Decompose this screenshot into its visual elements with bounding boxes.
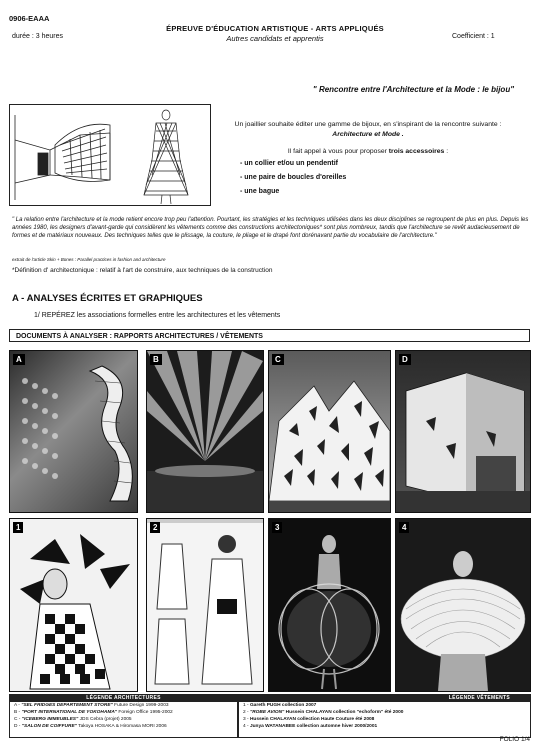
legend-work-title: "SEL FRIDGES DEPARTEMENT STORE" bbox=[21, 703, 113, 708]
photo-a-graphic bbox=[10, 351, 137, 512]
legend-prefix: 2 - bbox=[243, 710, 250, 715]
photo-label: B bbox=[150, 354, 162, 365]
legend-prefix: B - bbox=[14, 710, 22, 715]
legend-vet-line bbox=[239, 716, 530, 723]
photo-a-selfridges bbox=[9, 350, 138, 513]
legend-author: Hussein CHALAYAN collection Haute Couture été 2008 bbox=[249, 717, 375, 722]
photo-3-graphic bbox=[269, 519, 390, 691]
photo-d-graphic bbox=[396, 351, 530, 512]
photo-4-graphic bbox=[396, 519, 530, 691]
legend-author: Junya WATANABEE collection automne hiver 2000/2001 bbox=[249, 724, 378, 729]
photo-1-gareth-pugh bbox=[9, 518, 138, 692]
legend-work-title: "ROBE AVION" bbox=[249, 710, 285, 715]
legend-author: Gareth PUGH collection 2007 bbox=[249, 703, 317, 708]
exam-title-block bbox=[150, 24, 400, 44]
legend-prefix: C - bbox=[14, 717, 22, 722]
photo-label: C bbox=[272, 354, 284, 365]
legend-arch-line bbox=[10, 702, 237, 709]
legend-work-title: "PORT INTERNATIONAL DE YOKOHAMA" bbox=[21, 710, 118, 715]
folio: FOLIO 1/4 bbox=[499, 736, 530, 743]
legend-work-title: "SALON DE COIFFURE" bbox=[21, 724, 77, 729]
photo-label: 3 bbox=[272, 522, 282, 533]
legend-arch-line bbox=[10, 723, 237, 730]
section-a-heading: A - ANALYSES ÉCRITES ET GRAPHIQUES bbox=[12, 293, 203, 304]
photo-d-salon bbox=[395, 350, 531, 513]
duration: durée : 3 heures bbox=[12, 33, 63, 40]
exam-code: 0906-EAAA bbox=[9, 14, 50, 23]
photo-4-watanabe bbox=[395, 518, 531, 692]
question-1: 1/ REPÉREZ les associations formelles entre les architectures et les vêtements bbox=[34, 312, 281, 319]
legend-vet-line bbox=[239, 702, 530, 709]
legend-author: Future Design 1999-2003 bbox=[112, 703, 169, 708]
legend-arch-line bbox=[10, 716, 237, 723]
definition: *Définition d' architectonique : relatif à l'art de construire, aux techniques de la construction bbox=[12, 267, 273, 274]
photo-1-graphic bbox=[10, 519, 137, 691]
legend-prefix: 1 - bbox=[243, 703, 250, 708]
legend-arch-title: LÉGENDE ARCHITECTURES bbox=[10, 695, 237, 702]
photo-label: A bbox=[13, 354, 25, 365]
photo-2-graphic bbox=[147, 519, 263, 691]
illustration-box bbox=[9, 104, 211, 206]
intro-line-3 bbox=[218, 147, 518, 157]
legend-prefix: 3 - bbox=[243, 717, 250, 722]
legend-vetements bbox=[238, 694, 531, 738]
legend-architectures bbox=[9, 694, 238, 738]
legend-prefix: 4 - bbox=[243, 724, 250, 729]
coefficient: Coefficient : 1 bbox=[452, 33, 495, 40]
legend-author: Takoya HOSAKA & Hiromasa MORI 2006 bbox=[76, 724, 167, 729]
legend-arch-line bbox=[10, 709, 237, 716]
legend-vet-title: LÉGENDE VÊTEMENTS bbox=[239, 695, 530, 702]
exam-title: ÉPREUVE D'ÉDUCATION ARTISTIQUE - ARTS APPLIQUÉS bbox=[166, 24, 384, 33]
photo-b-graphic bbox=[147, 351, 263, 512]
photo-3-chalayan bbox=[268, 518, 391, 692]
legend-author: JDS Cebra (projet) 2005 bbox=[78, 717, 132, 722]
quote-source: extrait de l'article Skin + Bones : Parallel practices in fashion and architecture bbox=[12, 257, 166, 262]
legend-prefix: D - bbox=[14, 724, 22, 729]
accessory-item: - une paire de boucles d'oreilles bbox=[240, 174, 347, 181]
quote-paragraph: " La relation entre l'architecture et la mode retient encore trop peu l'attention. Pourtant, les stratégies et les techniques utilisées dans les deux disciplines se regroupent de plus en plus. Depuis les années 1980, les designers d'avant-garde qui considèrent les vêtements comme des constructions architectoniques* sont plus nombreux, tandis que l'architecture se revêt audacieusement de formes et de matériaux nouveaux. Des techniques telles que le plissage, la couture, le pliage et le drapé font dorénavant partie du vocabulaire de l'architecture." bbox=[12, 217, 529, 239]
photo-c-iceberg bbox=[268, 350, 391, 513]
legend-vet-line bbox=[239, 709, 530, 716]
intro-line-3-pre: Il fait appel à vous pour proposer bbox=[287, 148, 389, 155]
legend-work-title: "ICEBERG IMMEUBLES" bbox=[21, 717, 79, 722]
photo-label: 4 bbox=[399, 522, 409, 533]
theme-title: " Rencontre entre l'Architecture et la Mode : le bijou" bbox=[312, 85, 514, 94]
intro-line-2: Architecture et Mode . bbox=[332, 131, 404, 138]
legend-prefix: A - bbox=[14, 703, 22, 708]
photo-b-yokohama bbox=[146, 350, 264, 513]
photo-c-graphic bbox=[269, 351, 390, 512]
documents-title: DOCUMENTS À ANALYSER : RAPPORTS ARCHITECTURES / VÊTEMENTS bbox=[9, 329, 530, 342]
photo-label: 1 bbox=[13, 522, 23, 533]
intro-line-3-bold: trois accessoires bbox=[388, 148, 445, 155]
legend-author: Foreign Office 1995-2002 bbox=[117, 710, 173, 715]
photo-label: 2 bbox=[150, 522, 160, 533]
intro-line-3-post: : bbox=[444, 148, 449, 155]
legend-vet-line bbox=[239, 723, 530, 730]
intro-text bbox=[218, 120, 518, 199]
exam-subtitle: Autres candidats et apprentis bbox=[226, 34, 324, 43]
accessory-item: - une bague bbox=[240, 188, 280, 195]
photo-label: D bbox=[399, 354, 411, 365]
legend-author: Hussein CHALAYAN collection "echoform" été 2000 bbox=[284, 710, 404, 715]
photo-2-robe-avion bbox=[146, 518, 264, 692]
architecture-fashion-sketch bbox=[10, 105, 210, 205]
accessory-item: - un collier et/ou un pendentif bbox=[240, 160, 338, 167]
intro-line-1: Un joaillier souhaite éditer une gamme de bijoux, en s'inspirant de la rencontre suivante : bbox=[234, 121, 502, 128]
